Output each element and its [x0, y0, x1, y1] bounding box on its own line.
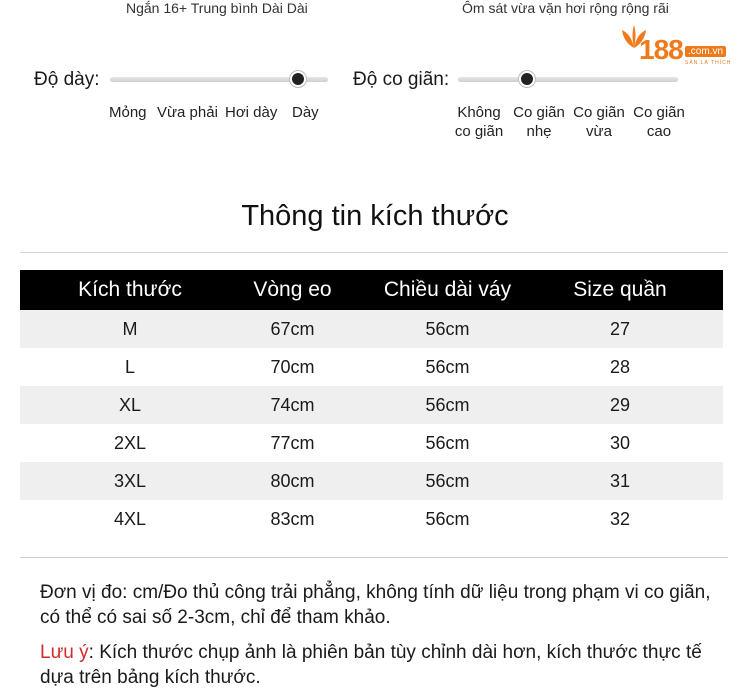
title-divider: [20, 252, 728, 253]
length-scale-caption: Ngắn 16+ Trung bình Dài Dài: [126, 0, 308, 16]
cell-pant-size: 27: [609, 318, 631, 339]
table-bottom-divider: [20, 557, 728, 558]
brand-logo: [617, 22, 737, 70]
thickness-label: Độ dày:: [34, 69, 100, 90]
cell-skirt-length: 56cm: [425, 470, 470, 491]
cell-skirt-length: 56cm: [425, 356, 470, 377]
cell-skirt-length: 56cm: [425, 318, 470, 339]
measurement-note: Đơn vị đo: cm/Đo thủ công trải phẳng, không tính dữ liệu trong phạm vi co giãn, có thể có sai số 2-3cm, chỉ để tham khảo.: [40, 582, 711, 628]
table-row: [20, 386, 723, 424]
header-pant-size: Size quần: [573, 278, 667, 301]
stretch-track: [458, 77, 678, 82]
stretch-option-high: Co giãn cao: [633, 104, 685, 140]
cell-pant-size: 29: [609, 394, 631, 415]
cell-size: XL: [118, 394, 142, 415]
logo-domain: .com.vn: [685, 46, 726, 57]
cell-pant-size: 30: [609, 432, 631, 453]
cell-waist: 74cm: [270, 394, 315, 415]
thickness-option-medium: Vừa phải: [157, 104, 218, 121]
table-row: [20, 462, 723, 500]
cell-waist: 70cm: [270, 356, 315, 377]
cell-size: L: [124, 356, 135, 377]
header-size: Kích thước: [78, 278, 182, 301]
stretch-knob: [519, 71, 535, 87]
header-skirt-length: Chiều dài váy: [383, 278, 512, 301]
thickness-option-thin: Mỏng: [109, 104, 147, 121]
table-row: [20, 310, 723, 348]
cell-waist: 77cm: [270, 432, 315, 453]
size-table: [20, 270, 723, 538]
thickness-option-slightly-thick: Hơi dày: [225, 104, 278, 121]
warning-label: Lưu ý: [40, 642, 89, 663]
header-waist: Vòng eo: [253, 278, 332, 301]
cell-skirt-length: 56cm: [425, 394, 470, 415]
cell-size: 4XL: [113, 508, 147, 529]
stretch-option-medium: Co giãn vừa: [573, 104, 625, 140]
cell-size: 3XL: [113, 470, 147, 491]
fit-scale-caption: Ôm sát vừa vặn hơi rộng rộng rãi: [462, 0, 669, 16]
section-title: Thông tin kích thước: [241, 200, 509, 232]
logo-number: 188: [639, 34, 683, 65]
cell-pant-size: 31: [609, 470, 631, 491]
thickness-slider: [110, 77, 328, 82]
cell-waist: 80cm: [270, 470, 315, 491]
table-row: [20, 500, 723, 538]
table-row: [20, 424, 723, 462]
logo-tagline: SÀN LÀ THÍCH: [685, 60, 732, 66]
cell-skirt-length: 56cm: [425, 508, 470, 529]
cell-pant-size: 28: [609, 356, 631, 377]
cell-size: 2XL: [113, 432, 147, 453]
stretch-option-light: Co giãn nhẹ: [513, 104, 565, 140]
thickness-option-thick: Dày: [292, 104, 319, 121]
table-row: [20, 348, 723, 386]
stretch-slider: [458, 77, 678, 82]
warning-text: : Kích thước chụp ảnh là phiên bản tùy chỉnh dài hơn, kích thước thực tế dựa trên bảng kích thước.: [40, 642, 702, 688]
cell-pant-size: 32: [609, 508, 631, 529]
thickness-knob: [290, 71, 306, 87]
warning-note: [40, 640, 730, 690]
cell-size: M: [122, 318, 138, 339]
cell-waist: 67cm: [270, 318, 315, 339]
cell-skirt-length: 56cm: [425, 432, 470, 453]
stretch-option-none: Không co giãn: [454, 104, 504, 140]
table-header: [20, 270, 723, 310]
stretch-label: Độ co giãn:: [353, 69, 450, 90]
cell-waist: 83cm: [270, 508, 315, 529]
